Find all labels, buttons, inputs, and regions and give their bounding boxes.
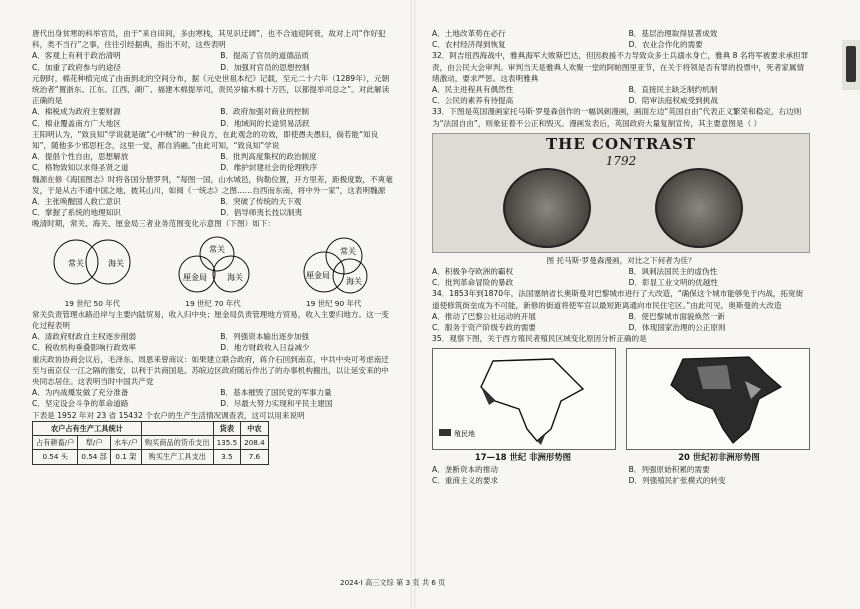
option-c[interactable]: C．坚定设会斗争的革命道路 <box>32 399 129 409</box>
question-33-text: 33．下图是英国漫画家托马斯·罗曼森创作的一幅讽刺漫画，画面左边“英国自由”代表正义繁荣和稳定，右边则为“法国自由”，则象征着不公正和毁灭。漫画发表后，英国政府大量复制宣传，其主要意图是（ ） <box>432 107 802 128</box>
page-gutter <box>410 0 416 609</box>
question-text: 常关负责管理水路沿岸与主要内陆贸易，收入归中央；厘金局负责管理地方贸易，收入主要归地方。这一变化过程表明 <box>32 309 389 331</box>
table-cell: 208.4 <box>241 436 269 450</box>
option-a[interactable]: A．积极争夺欧洲的霸权 <box>432 267 514 277</box>
edge-tab-mark <box>846 46 856 82</box>
option-row <box>432 95 810 106</box>
option-row <box>32 387 394 398</box>
table-header: 中农 <box>241 421 269 435</box>
survey-table <box>32 421 269 465</box>
option-row <box>32 106 394 117</box>
option-c[interactable]: C．服务于资产阶级专政的需要 <box>432 323 537 333</box>
option-a[interactable]: A．为内战爆发做了充分准备 <box>32 388 129 398</box>
question-32-text: 32．阿吉纽西海战中，雅典海军大败斯巴达，但因救援不力导致众多士兵溺水身亡，雅典 8 名将军被要求承担罪责，由公民大会审判。审判当天是雅典人欢聚一堂的阿帕图里亚节，在关于将领是否有罪的投票中，死者家属情绪激动，要求严惩。这表明雅典 <box>432 51 809 83</box>
label-lijin: 厘金局 <box>182 272 207 282</box>
option-row <box>432 475 810 486</box>
option-c[interactable]: C．掌握了系统的地理知识 <box>32 208 121 218</box>
table-header: 犁/户 <box>78 436 110 450</box>
option-c[interactable]: C．批判革命冒险的暴政 <box>432 278 514 288</box>
french-liberty-medallion <box>655 168 743 248</box>
option-d[interactable]: D．维护封建社会的伦理秩序 <box>220 163 318 173</box>
table-header: 水车/户 <box>110 436 141 450</box>
legend-colony: 殖民地 <box>454 430 475 439</box>
option-b[interactable]: B．批判高度集权的政治制度 <box>220 152 317 162</box>
caption-1870s: 19 世纪 70 年代 <box>185 298 241 308</box>
option-b[interactable]: B．讽刺法国民主的虚伪性 <box>628 267 718 277</box>
option-row <box>432 464 810 475</box>
label-changguan: 常关 <box>208 244 225 254</box>
option-a[interactable]: A．提倡个性自由，思想解放 <box>32 152 129 162</box>
label-changguan: 常关 <box>339 246 356 256</box>
option-a[interactable]: A．棉税成为政府主要财源 <box>32 107 121 117</box>
question-35-text: 35．观察下图，关于西方殖民者殖民区域变化原因分析正确的是 <box>432 334 647 344</box>
question-text: 唐代出身贫寒的科举官员，由于“来自田间，多由寒栈，其见识迂阔”，也不合迪迎阿衰，故对上司“作好犯科，类不当行”之事，往往引经据典，指出不对，这些表明 <box>32 29 386 50</box>
cartoon-caption: 图 托马斯·罗曼森漫画，对比之下何者为佳？ <box>546 255 696 265</box>
map-captions <box>432 452 810 463</box>
venn-1890s <box>288 234 380 296</box>
option-d[interactable]: D．体现国家治理的公正原则 <box>628 323 726 333</box>
question-text: 元朝时，棉花种植完成了由南到北的空间分布，据《元史世祖本纪》记载，至元二十六年（1289年），元朝统治者“置浙东、江东、江西、湖广、福建木棉提举司，责民岁输木棉十万匹，以都提举司总之”。对此解读正确的是 <box>32 73 390 106</box>
table-cell: 7.6 <box>241 450 269 464</box>
table-header <box>141 421 213 435</box>
option-d[interactable]: D．加强对官员的思想控制 <box>220 62 310 72</box>
label-changguan: 常关 <box>68 258 85 268</box>
option-b[interactable]: B．基本摧毁了国民党的军事力量 <box>220 388 332 398</box>
option-d[interactable]: D．陪审法庭权威受到挑战 <box>628 96 718 106</box>
option-c[interactable]: C．重商主义的要求 <box>432 475 499 485</box>
british-liberty-medallion <box>503 168 591 248</box>
page-footer: 2024·I 高三文综 第 3 页 共 6 页 <box>340 578 446 587</box>
option-a[interactable]: A．垄断资本的推动 <box>432 464 498 474</box>
option-a[interactable]: A．主张唤醒国人救亡意识 <box>32 197 121 207</box>
option-row <box>432 277 810 288</box>
option-c[interactable]: C．加重了政府参与的途径 <box>32 62 121 72</box>
map-right-caption: 20 世纪初非洲形势图 <box>678 452 760 463</box>
map-17-18th-century <box>432 348 616 450</box>
question-text: 晚清时期，常关、海关、厘金局三者业务范围变化示意图（下图）如下： <box>32 219 275 229</box>
option-a[interactable]: A．土地改革势在必行 <box>432 29 506 38</box>
question-text: 王阳明认为，“致良知”学说就是破“心中贼”的一种良方，在此观念的功效，即使愚夫愚妇，倘若能“知良知”，随他多少邪思枉念，这里一觉，都自消融。”由此可知，“致良知”学说 <box>32 129 379 151</box>
contrast-cartoon <box>432 133 810 253</box>
venn-diagrams <box>32 234 394 296</box>
option-row <box>432 322 810 333</box>
table-cell: 3.5 <box>213 450 241 464</box>
table-cell: 购买商品的货币支出 <box>141 436 213 450</box>
option-row <box>432 84 810 95</box>
option-row <box>432 266 810 277</box>
venn-1850s <box>46 234 138 296</box>
option-c[interactable]: C．公民的素养有待提高 <box>432 96 514 106</box>
africa-outline-left <box>433 349 613 447</box>
option-c[interactable]: C．农村经济得到恢复 <box>432 40 506 50</box>
option-row <box>432 311 810 322</box>
map-20th-century <box>626 348 810 450</box>
option-a[interactable]: A．客观上有利于政治清明 <box>32 51 121 61</box>
option-d[interactable]: D．地方财政收入日益减少 <box>220 343 310 353</box>
table-title: 农户占有生产工具统计 <box>33 421 142 435</box>
option-row <box>32 331 394 342</box>
option-row <box>32 62 394 73</box>
option-b[interactable]: B．政府加强对商业的控制 <box>220 107 309 117</box>
table-header: 货表 <box>213 421 241 435</box>
option-b[interactable]: B．使巴黎城市面貌焕然一新 <box>628 311 725 321</box>
label-haiguan: 海关 <box>345 276 362 286</box>
table-header: 占有耕畜/户 <box>33 436 78 450</box>
option-c[interactable]: C．格物致知以求得圣贤之道 <box>32 163 129 173</box>
option-d[interactable]: D．地域间的长途贸易活跃 <box>220 118 310 128</box>
right-page <box>432 28 810 573</box>
option-b[interactable]: B．提高了官员的道德品质 <box>220 51 309 61</box>
option-a[interactable]: A．民主进程具有偶然性 <box>432 85 514 95</box>
table-cell: 0.54 头 <box>33 450 78 464</box>
option-row <box>32 342 394 353</box>
option-row <box>32 196 394 207</box>
venn-1870s <box>167 234 259 296</box>
question-text: 魏源在修《海国图志》时将各国分册罗列，“每图一国，山水城邑，钩勒位置，开方里差，距极度数，不爽毫发，于是从古不通中国之地，披其山川，如阅《一统志》之图……自西而东南，将中外一家”，这表明魏源 <box>32 174 393 195</box>
option-row <box>32 162 394 173</box>
map-left-caption: 17—18 世纪 非洲形势图 <box>474 452 572 463</box>
option-b[interactable]: B．列强资本输出逐步加强 <box>220 332 309 342</box>
option-row <box>32 207 394 218</box>
option-c[interactable]: C．棉业覆盖南方广大地区 <box>32 118 121 128</box>
option-c[interactable]: C．税收机构垂叠影响行政效率 <box>32 343 137 353</box>
cartoon-title: THE CONTRAST <box>546 134 696 153</box>
cartoon-year: 1792 <box>605 153 637 168</box>
table-cell: 0.1 架 <box>110 450 141 464</box>
table-cell: 0.54 部 <box>78 450 110 464</box>
option-b[interactable]: B．列强原始积累的需要 <box>628 464 710 474</box>
question-34-text: 34．1853年到1870年，法国塞纳省长奥斯曼对巴黎城市进行了大改造，“确保这个城市能够免于内战，拓宽街道使修筑街垒成为不可能，新修的街道将使军官以最短距离通向市民住宅区。”由此可见，奥斯曼的大改造 <box>432 289 804 310</box>
table-cell: 购买生产工具支出 <box>141 450 213 464</box>
option-b[interactable]: B．突破了传统的天下观 <box>220 197 302 207</box>
option-row <box>32 50 394 61</box>
table-cell: 135.5 <box>213 436 241 450</box>
caption-1890s: 19 世纪 90 年代 <box>305 298 362 308</box>
option-row <box>32 151 394 162</box>
option-a[interactable]: A．推动了巴黎公社运动的开展 <box>432 311 536 321</box>
option-b[interactable]: B．直接民主缺乏制约机制 <box>628 85 718 95</box>
option-a[interactable]: A．清政府财政自主权逐步削弱 <box>32 332 136 342</box>
venn-captions <box>32 298 394 309</box>
option-row <box>432 39 810 50</box>
option-d[interactable]: D．倡导师夷长技以制夷 <box>220 208 303 218</box>
option-row <box>32 398 394 409</box>
left-page <box>32 28 394 573</box>
edge-tab <box>842 40 860 90</box>
option-d[interactable]: D．彰显工业文明的优越性 <box>628 278 718 288</box>
option-b[interactable]: B．基层治理取得显著成效 <box>628 29 718 38</box>
question-text: 重庆政协协商会议后，毛泽东、周恩来曾商议：如果建立联合政府，蒋介石回到南京，中共中央可考虑南迁至与南京仅一江之隔的淮安，以利于共商国是。苏皖边区政府随后作出了的办事机构搬出，以让延安来的中央同志居住。这表明当时中国共产党 <box>32 354 389 387</box>
option-d[interactable]: D．列强殖民扩张模式的转变 <box>628 475 726 485</box>
africa-maps <box>432 348 810 450</box>
question-text: 下表是 1952 年对 23 省 15432 个农户的生产生活情况调查表，这可以用来说明 <box>32 410 305 420</box>
option-d[interactable]: D．尽最大努力实现和平民主建国 <box>220 399 333 409</box>
africa-outline-right <box>627 349 807 447</box>
label-haiguan: 海关 <box>108 258 125 268</box>
caption-1850s: 19 世纪 50 年代 <box>64 298 121 308</box>
option-row <box>432 28 810 39</box>
option-d[interactable]: D．农业合作化的需要 <box>628 40 703 50</box>
option-row <box>32 118 394 129</box>
label-lijin: 厘金局 <box>305 270 330 280</box>
label-haiguan: 海关 <box>226 272 243 282</box>
